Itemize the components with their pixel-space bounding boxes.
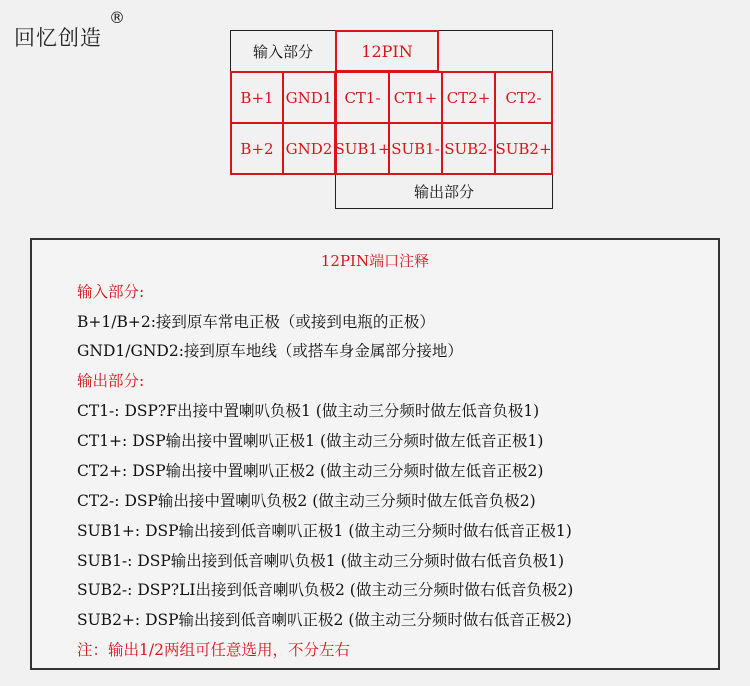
pin-sub2-minus: SUB2- — [441, 122, 496, 175]
pin-b-plus-2: B+2 — [230, 122, 284, 175]
output-line-sub1-plus: SUB1+: DSP输出接到低音喇叭正极1 (做主动三分频时做右低音正极1) — [77, 522, 572, 540]
output-heading: 输出部分: — [77, 372, 145, 390]
pin-gnd-1: GND1 — [282, 71, 336, 124]
pin-ct1-plus: CT1+ — [388, 71, 443, 124]
pin-sub2-plus: SUB2+ — [494, 122, 553, 175]
pin-ct1-minus: CT1- — [335, 71, 390, 124]
pin-gnd-2: GND2 — [282, 122, 336, 175]
notes-title: 12PIN端口注释 — [320, 252, 430, 270]
brand-logo-text: 回忆创造 — [14, 26, 102, 50]
input-heading: 输入部分: — [77, 283, 145, 301]
output-line-sub1-minus: SUB1-: DSP输出接到低音喇叭负极1 (做主动三分频时做右低音负极1) — [77, 552, 565, 570]
pin-sub1-plus: SUB1+ — [335, 122, 390, 175]
pin-b-plus-1: B+1 — [230, 71, 284, 124]
registered-mark: ® — [109, 8, 125, 27]
output-line-ct1-plus: CT1+: DSP输出接中置喇叭正极1 (做主动三分频时做左低音正极1) — [77, 432, 544, 450]
pin-ct2-plus: CT2+ — [441, 71, 496, 124]
output-line-ct1-minus: CT1-: DSP?F出接中置喇叭负极1 (做主动三分频时做左低音负极1) — [77, 402, 540, 420]
pin-notes-panel — [30, 238, 720, 670]
output-line-sub2-plus: SUB2+: DSP输出接到低音喇叭正极2 (做主动三分频时做右低音正极2) — [77, 611, 572, 629]
output-line-sub2-minus: SUB2-: DSP?LI出接到低音喇叭负极2 (做主动三分频时做右低音负极2) — [77, 581, 574, 599]
input-line-b-plus: B+1/B+2:接到原车常电正极（或接到电瓶的正极） — [77, 313, 435, 331]
output-label: 输出部分 — [335, 174, 553, 209]
input-label: 输入部分 — [230, 30, 336, 73]
pin-ct2-minus: CT2- — [494, 71, 553, 124]
connector-label: 12PIN — [335, 30, 439, 72]
pin-sub1-minus: SUB1- — [388, 122, 443, 175]
footnote: 注：输出1/2两组可任意选用，不分左右 — [77, 641, 350, 659]
output-line-ct2-plus: CT2+: DSP输出接中置喇叭正极2 (做主动三分频时做左低音正极2) — [77, 462, 544, 480]
output-line-ct2-minus: CT2-: DSP输出接中置喇叭负极2 (做主动三分频时做左低音负极2) — [77, 492, 536, 510]
input-line-gnd: GND1/GND2:接到原车地线（或搭车身金属部分接地） — [77, 342, 463, 360]
